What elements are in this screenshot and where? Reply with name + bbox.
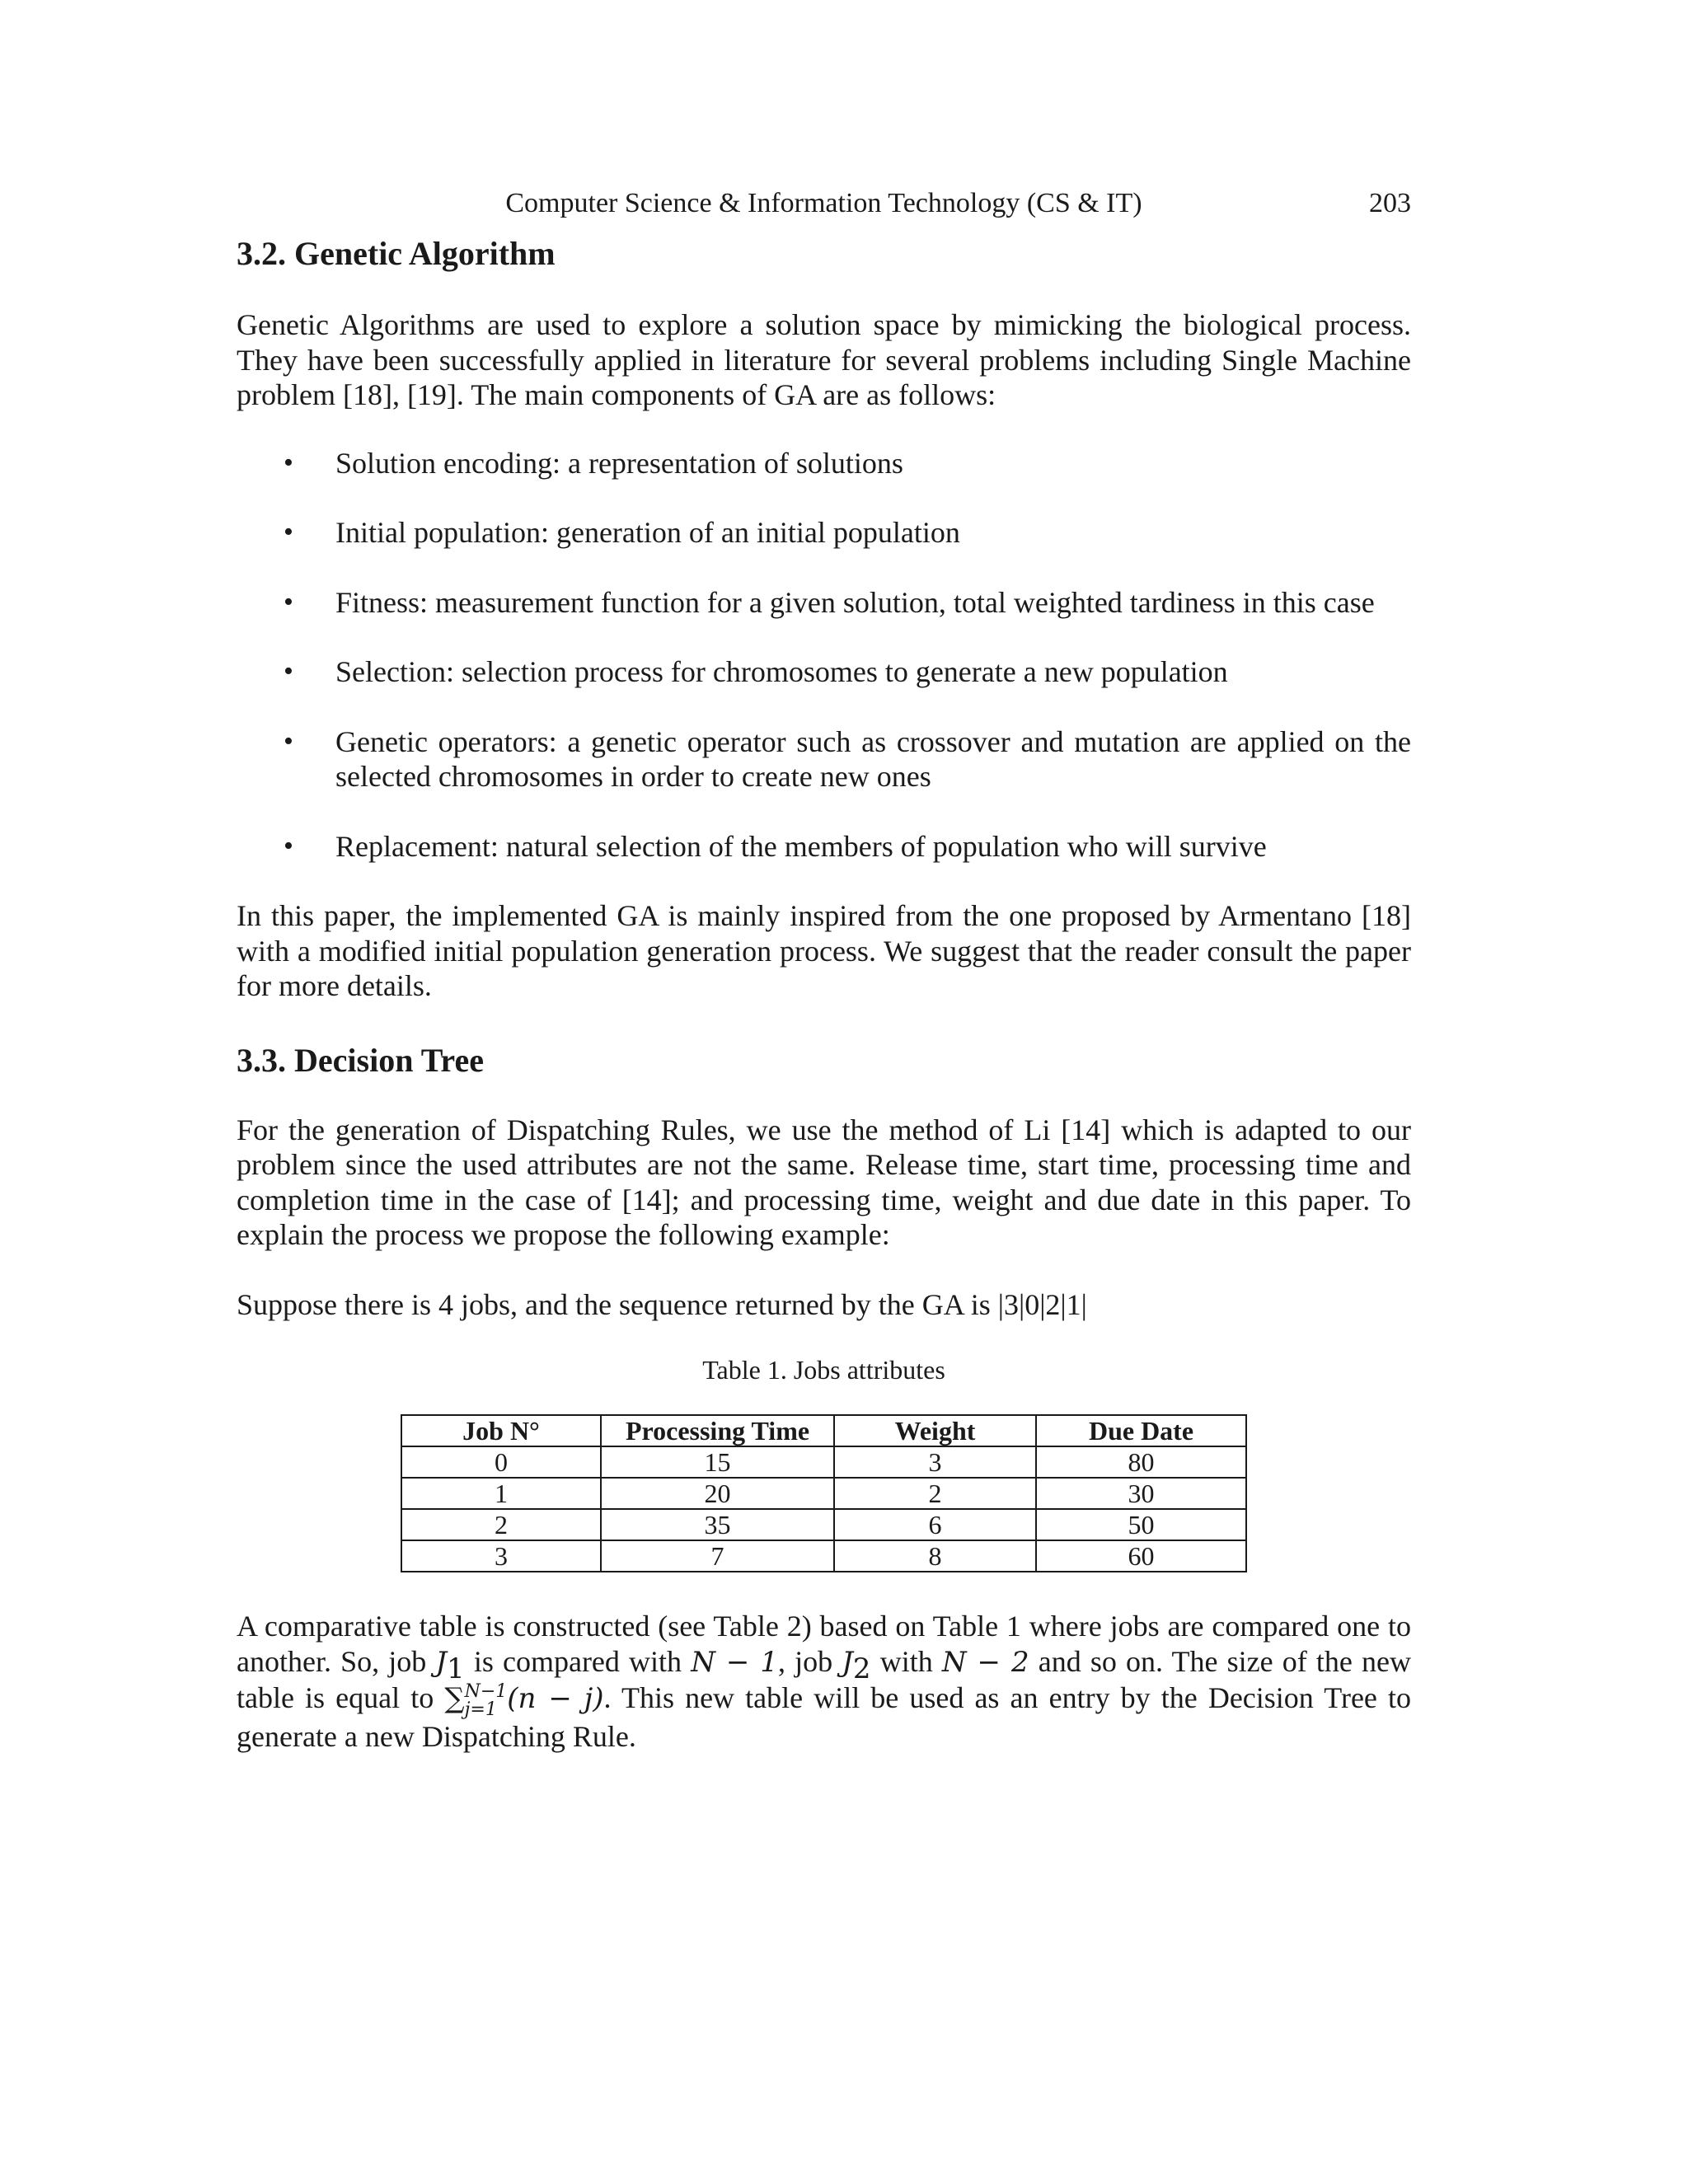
bullet-icon: • bbox=[284, 830, 293, 861]
table-cell: 3 bbox=[834, 1446, 1036, 1478]
math-sum-body: (n − j) bbox=[507, 1682, 604, 1715]
table-cell: 1 bbox=[401, 1478, 601, 1509]
math-n-minus-1: N − 1 bbox=[691, 1646, 778, 1679]
table-cell: 60 bbox=[1036, 1540, 1246, 1572]
table-cell: 8 bbox=[834, 1540, 1036, 1572]
table-cell: 35 bbox=[601, 1509, 834, 1540]
text-run: A comparative table is constructed (see Table 2) based on Table 1 where jobs are compared one to another. So, job bbox=[237, 1610, 1411, 1678]
table-cell: 50 bbox=[1036, 1509, 1246, 1540]
bullet-icon: • bbox=[284, 517, 293, 547]
list-item-text: Selection: selection process for chromosomes to generate a new population bbox=[335, 655, 1228, 688]
table-cell: 80 bbox=[1036, 1446, 1246, 1478]
list-item-text: Initial population: generation of an initial population bbox=[335, 516, 960, 549]
text-run: and so on. The size of the new table is equal to bbox=[237, 1645, 1411, 1714]
text-run: with bbox=[870, 1645, 942, 1678]
table-row bbox=[401, 1540, 1246, 1572]
math-j2-subscript: 2 bbox=[852, 1652, 871, 1686]
jobs-attributes-table bbox=[401, 1414, 1247, 1572]
section-heading-decision-tree: 3.3. Decision Tree bbox=[237, 1041, 484, 1079]
table-cell: 3 bbox=[401, 1540, 601, 1572]
table-header-row bbox=[401, 1415, 1246, 1446]
example-sequence-sentence: Suppose there is 4 jobs, and the sequence returned by the GA is |3|0|2|1| bbox=[237, 1287, 1087, 1321]
math-j2: J bbox=[842, 1646, 853, 1679]
list-item bbox=[237, 724, 1411, 794]
list-item-text: Replacement: natural selection of the members of population who will survive bbox=[335, 829, 1267, 863]
table-cell: 2 bbox=[401, 1509, 601, 1540]
column-header-weight: Weight bbox=[834, 1415, 1036, 1446]
math-sum-symbol: ∑ bbox=[444, 1682, 465, 1715]
math-sum-lower: j=1 bbox=[464, 1699, 497, 1720]
math-j1: J bbox=[435, 1646, 448, 1679]
list-item-text: Fitness: measurement function for a given solution, total weighted tardiness in this case bbox=[335, 585, 1375, 619]
column-header-job: Job N° bbox=[401, 1415, 601, 1446]
genetic-algorithm-intro: Genetic Algorithms are used to explore a solution space by mimicking the biological process. They have been successfully applied in literature for several problems including Single Machine problem [18], [19]. The main components of GA are as follows: bbox=[237, 308, 1411, 411]
section-heading-genetic-algorithm: 3.2. Genetic Algorithm bbox=[237, 235, 556, 272]
table-cell: 15 bbox=[601, 1446, 834, 1478]
text-run: . This new table will be used as an entry by the Decision Tree to generate a new Dispatching Rule. bbox=[237, 1681, 1412, 1753]
table-cell: 30 bbox=[1036, 1478, 1246, 1509]
math-sum-upper: N−1 bbox=[464, 1680, 508, 1702]
math-n-minus-2: N − 2 bbox=[941, 1646, 1029, 1679]
table-row bbox=[401, 1478, 1246, 1509]
table-cell: 20 bbox=[601, 1478, 834, 1509]
table-cell: 7 bbox=[601, 1540, 834, 1572]
column-header-due-date: Due Date bbox=[1036, 1415, 1246, 1446]
list-item bbox=[237, 829, 1411, 865]
text-run: , job bbox=[777, 1645, 842, 1678]
table-cell: 2 bbox=[834, 1478, 1036, 1509]
genetic-algorithm-closing: In this paper, the implemented GA is mainly inspired from the one proposed by Armentano [18] with a modified initial population generation process. We suggest that the reader consult the paper for more details. bbox=[237, 899, 1411, 1002]
list-item bbox=[237, 585, 1411, 621]
table-cell: 0 bbox=[401, 1446, 601, 1478]
table-cell: 6 bbox=[834, 1509, 1036, 1540]
page-number: 203 bbox=[1369, 188, 1411, 218]
math-sum-limits bbox=[464, 1680, 508, 1720]
text-run: is compared with bbox=[464, 1645, 692, 1678]
running-header bbox=[237, 185, 1411, 223]
list-item bbox=[237, 446, 1411, 481]
math-j1-subscript: 1 bbox=[447, 1652, 465, 1686]
comparative-table-paragraph bbox=[237, 1609, 1411, 1755]
bullet-icon: • bbox=[284, 586, 293, 617]
table-caption: Table 1. Jobs attributes bbox=[702, 1355, 945, 1385]
list-item-text: Genetic operators: a genetic operator such as crossover and mutation are applied on the selected chromosomes in order to create new ones bbox=[335, 724, 1411, 793]
bullet-icon: • bbox=[284, 725, 293, 757]
bullet-icon: • bbox=[284, 447, 293, 478]
column-header-processing-time: Processing Time bbox=[601, 1415, 834, 1446]
ga-components-list bbox=[237, 446, 1411, 865]
list-item bbox=[237, 515, 1411, 551]
list-item bbox=[237, 654, 1411, 690]
bullet-icon: • bbox=[284, 656, 293, 687]
journal-title: Computer Science & Information Technology (CS & IT) bbox=[505, 188, 1142, 218]
page-content bbox=[237, 233, 1411, 1755]
table-row bbox=[401, 1446, 1246, 1478]
list-item-text: Solution encoding: a representation of solutions bbox=[335, 446, 903, 480]
decision-tree-paragraph: For the generation of Dispatching Rules, we use the method of Li [14] which is adapted to our problem since the used attributes are not the same. Release time, start time, processing time and completion time in the case of [14]; and processing time, weight and due date in this paper. To explain the process we propose the following example: bbox=[237, 1113, 1411, 1251]
table-row bbox=[401, 1509, 1246, 1540]
